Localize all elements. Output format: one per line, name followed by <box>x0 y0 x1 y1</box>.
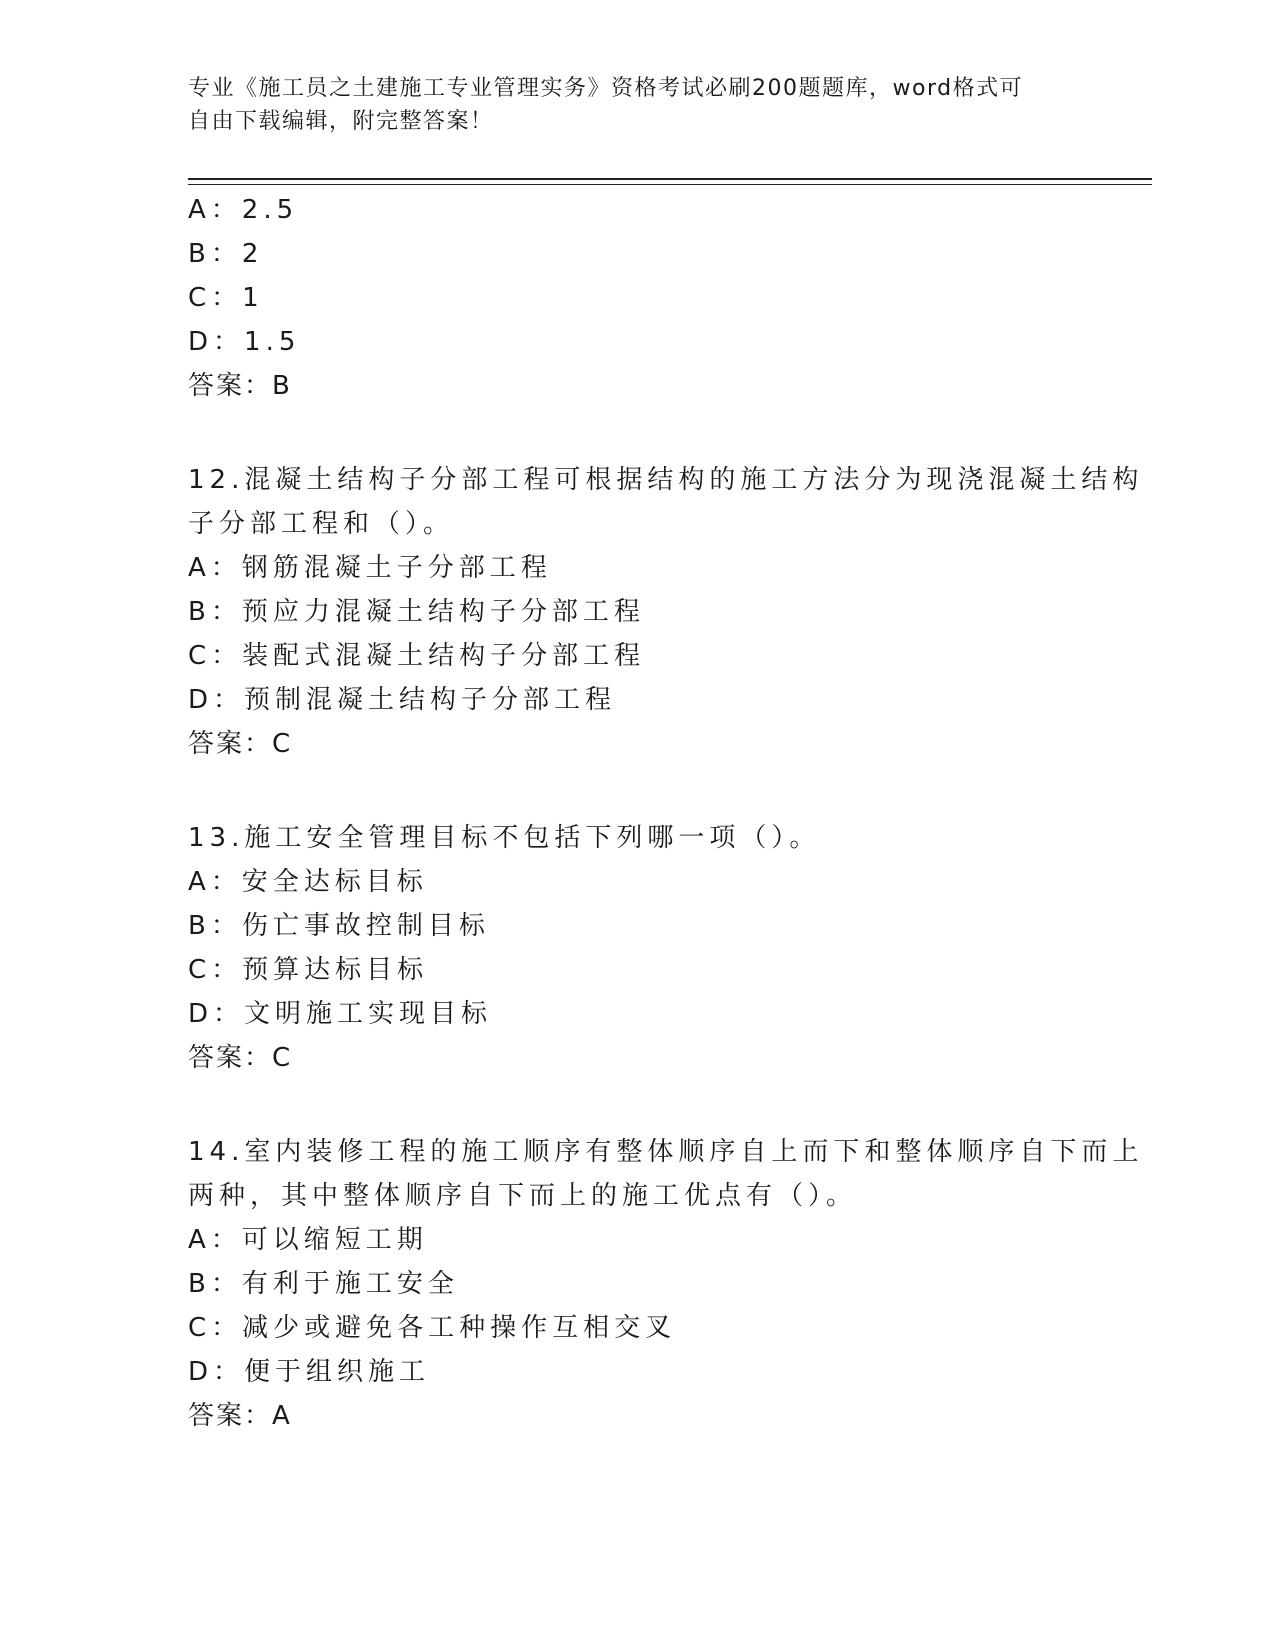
q14-answer: 答案：A <box>188 1401 292 1431</box>
q13-option-c: C：预算达标目标 <box>188 955 429 985</box>
q14-option-c: C：减少或避免各工种操作互相交叉 <box>188 1313 677 1343</box>
q13-option-d: D：文明施工实现目标 <box>188 999 493 1029</box>
document-header <box>188 72 1088 138</box>
q12-option-c: C：装配式混凝土结构子分部工程 <box>188 641 646 671</box>
header-rule-thin <box>188 184 1152 185</box>
q11-option-a: A：2.5 <box>188 195 299 225</box>
header-title-line-2: 自由下载编辑，附完整答案！ <box>188 109 494 134</box>
header-rule-thick <box>188 178 1152 180</box>
q14-option-d: D：便于组织施工 <box>188 1357 431 1387</box>
q12-answer: 答案：C <box>188 729 293 759</box>
q14-stem-line-2: 两种，其中整体顺序自下而上的施工优点有（）。 <box>188 1181 858 1211</box>
q14-option-a: A：可以缩短工期 <box>188 1225 428 1255</box>
header-title-line-1: 专业《施工员之土建施工专业管理实务》资格考试必刷200题题库，word格式可 <box>188 76 1024 101</box>
q12-option-b: B：预应力混凝土结构子分部工程 <box>188 597 645 627</box>
q11-option-b: B：2 <box>188 239 264 269</box>
q13-option-a: A：安全达标目标 <box>188 867 428 897</box>
q13-answer: 答案：C <box>188 1043 293 1073</box>
q11-option-d: D：1.5 <box>188 327 301 357</box>
q11-answer: 答案：B <box>188 371 292 401</box>
q12-option-d: D：预制混凝土结构子分部工程 <box>188 685 617 715</box>
q11-option-c: C：1 <box>188 283 264 313</box>
q12-stem-line-2: 子分部工程和（）。 <box>188 509 455 539</box>
q12-option-a: A：钢筋混凝土子分部工程 <box>188 553 552 583</box>
q14-stem-line-1: 14.室内装修工程的施工顺序有整体顺序自上而下和整体顺序自下而上 <box>188 1137 1144 1167</box>
q13-option-b: B：伤亡事故控制目标 <box>188 911 490 941</box>
q13-stem-line-1: 13.施工安全管理目标不包括下列哪一项（）。 <box>188 823 821 853</box>
q14-option-b: B：有利于施工安全 <box>188 1269 459 1299</box>
q12-stem-line-1: 12.混凝土结构子分部工程可根据结构的施工方法分为现浇混凝土结构 <box>188 465 1144 495</box>
